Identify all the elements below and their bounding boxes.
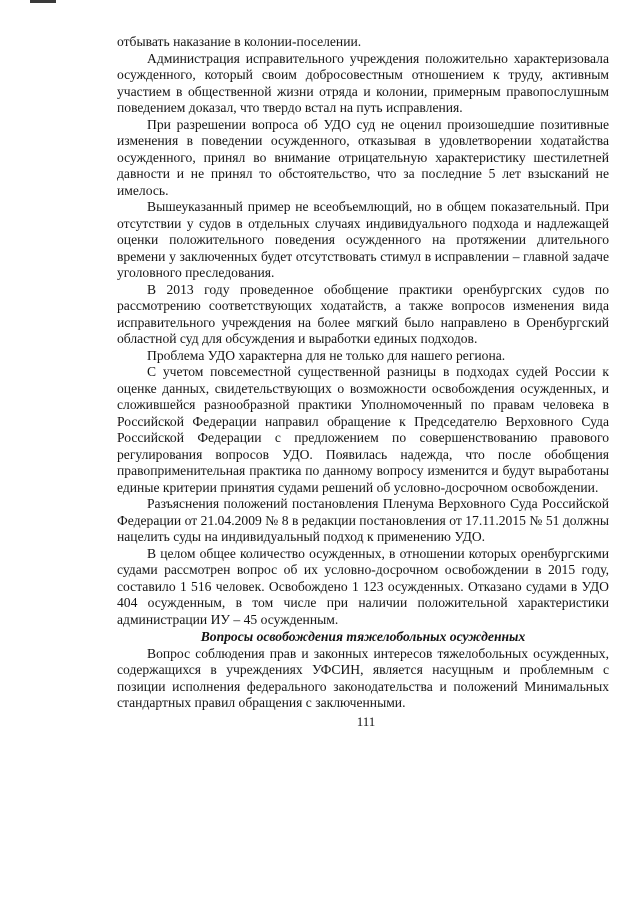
paragraph-plenum: Разъяснения положений постановления Пленума Верховного Суда Российской Федерации от 21.04.2009 № 8 в редакции постановления от 17.11.2015 № 51 должны нацелить суды на индивидуальный подход к применению УДО.: [117, 496, 609, 544]
paragraph-ombudsman: С учетом повсеместной существенной разницы в подходах судей России к оценке данных, свидетельствующих о возможности освобождения осужденных, и сложившейся разнообразной практики Уполномоченный по правам человека в Российской Федерации направил обращение к Председателю Верховного Суда Российской Федерации с предложением по совершенствованию правового регулирования вопросов УДО. Появилась надежда, что после обобщения правоприменительная практика по данному вопросу изменится и будут выработаны единые критерии принятия судами решений об условно-досрочном освобождении.: [117, 364, 609, 495]
paragraph-example: Вышеуказанный пример не всеобъемлющий, но в общем показательный. При отсутствии у судов в отдельных случаях индивидуального подхода и надлежащей оценки положительного поведения осужденного на протяжении длительного времени у заключенных будет отсутствовать стимул в исправлении – главной задаче уголовного преследования.: [117, 199, 609, 280]
document-page: [117, 34, 609, 730]
paragraph-problem: Проблема УДО характерна для не только для нашего региона.: [147, 347, 506, 363]
section-heading: Вопросы освобождения тяжелобольных осужденных: [200, 629, 526, 644]
paragraph-court-decision: При разрешении вопроса об УДО суд не оценил произошедшие позитивные изменения в поведении осужденного, отказывая в удовлетворении ходатайства осужденного, принял во внимание отрицательную характеристику шестилетней давности и не принял то обстоятельство, что за последние 5 лет взысканий не имелось.: [117, 116, 609, 198]
paragraph-2013-review: В 2013 году проведенное обобщение практики оренбургских судов по рассмотрению соответствующих ходатайств, а также вопросов изменения вида исправительного учреждения на более мягкий было направлено в Оренбургский областной суд для обсуждения и выработки единых подходов.: [117, 281, 609, 346]
paragraph-statistics: В целом общее количество осужденных, в отношении которых оренбургскими судами рассмотрен вопрос об их условно-досрочном освобождении в 2015 году, составило 1 516 человек. Освобождено 1 123 осужденных. Отказано судами в УДО 404 осужденным, в том числе при наличии положительной характеристики администрации ИУ – 45 осужденным.: [117, 545, 609, 627]
paragraph-administration: Администрация исправительного учреждения положительно характеризовала осужденного, который своим добросовестным отношением к труду, активным участием в общественной жизни отряда и колонии, примерным правопослушным поведением доказал, что твердо встал на путь исправления.: [117, 50, 609, 115]
page-number: 111: [356, 713, 376, 729]
paragraph-seriously-ill: Вопрос соблюдения прав и законных интересов тяжелобольных осужденных, содержащихся в учреждениях УФСИН, является насущным и проблемным с позиции исполнения федерального законодательства и положений Минимальных стандартных правил обращения с заключенными.: [117, 645, 609, 710]
paragraph-continuation: отбывать наказание в колонии-поселении.: [117, 34, 362, 49]
scan-edge-mark: [30, 0, 56, 3]
